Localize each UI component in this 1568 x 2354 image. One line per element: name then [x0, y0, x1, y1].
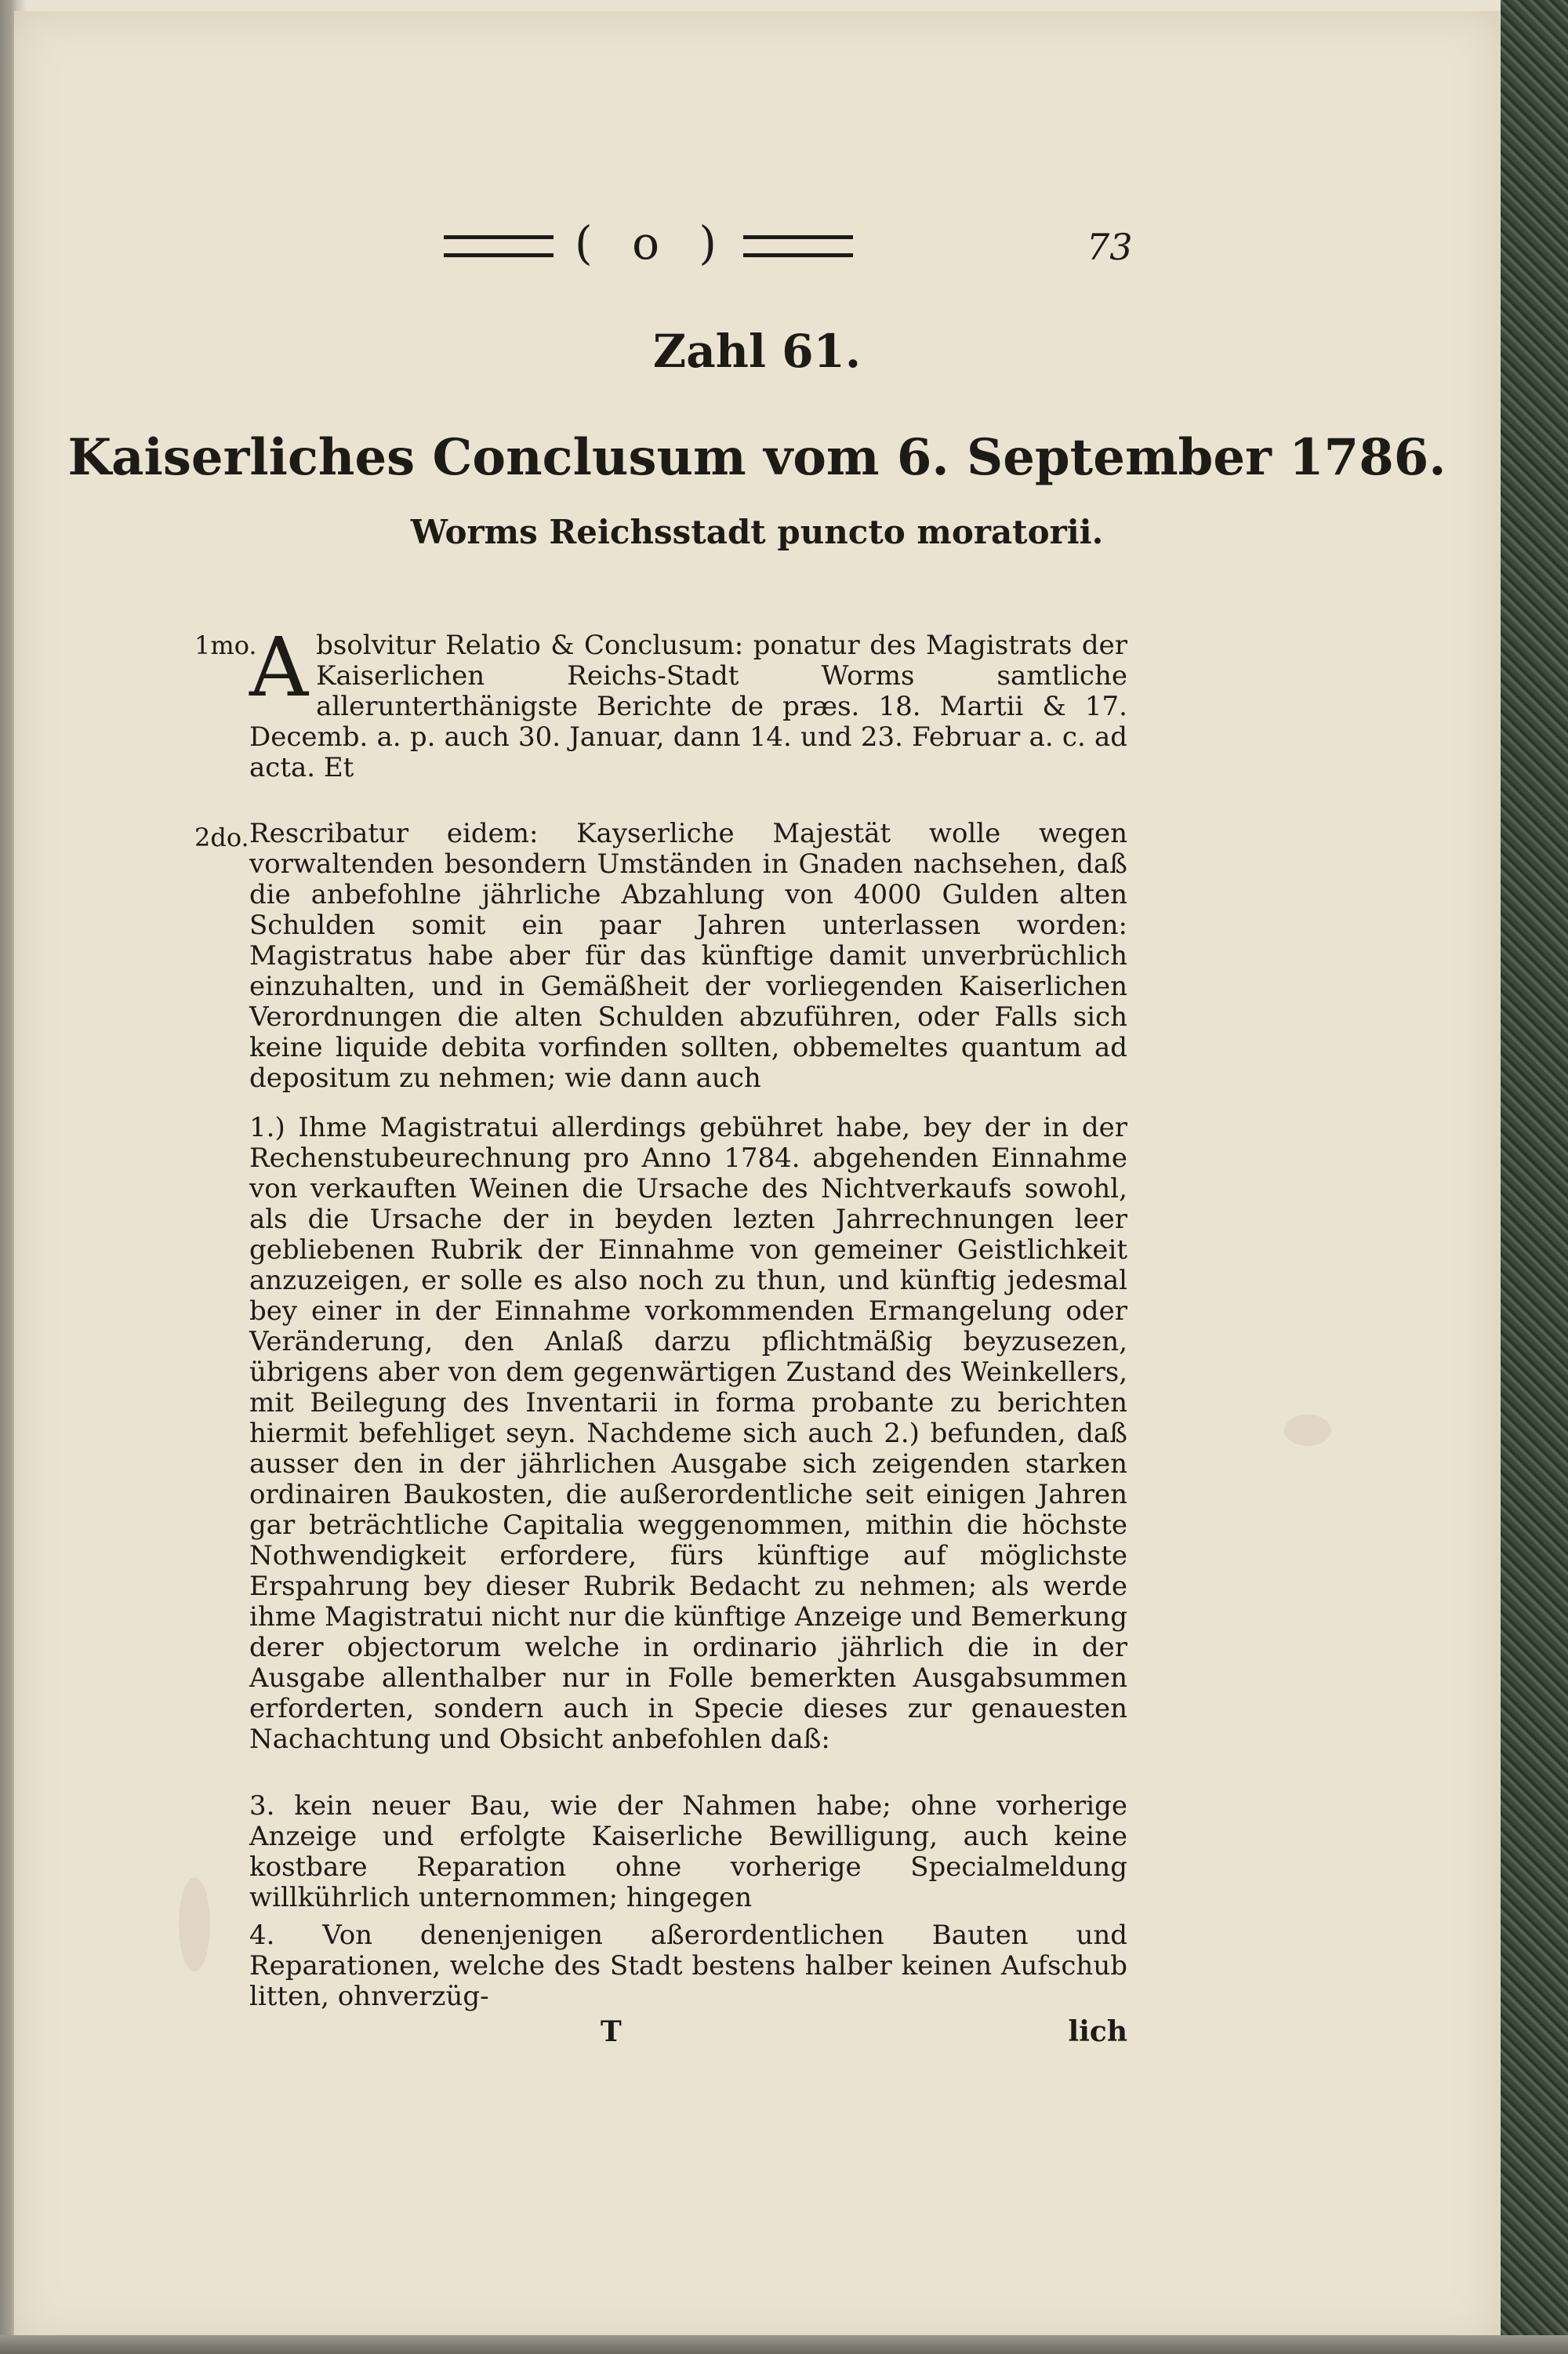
page-footer: [14, 2015, 1127, 2050]
folio-mark: ( o ): [575, 216, 730, 270]
book-cover-edge: [1501, 0, 1568, 2354]
page-subtitle: Worms Reichsstadt puncto moratorii.: [410, 513, 1104, 551]
scan-bottom-edge: [0, 2335, 1568, 2354]
margin-label-2do: 2do.: [194, 823, 249, 852]
paper-page: [14, 11, 1500, 2344]
paragraph-4: 3. kein neuer Bau, wie der Nahmen habe; ohne vorherige Anzeige und erfolgte Kaiserliche Bewilligung, auch keine kostbare Reparation ohne vorherige Specialmeldung willkührlich unternommen; hingegen: [249, 1790, 1127, 1913]
header-rule-left: [444, 235, 554, 257]
margin-label-1mo: 1mo.: [194, 630, 257, 660]
paragraph-1-text: bsolvitur Relatio & Conclusum: ponatur des Magistrats der Kaiserlichen Reichs-Stadt Worms samtliche allerunterthänigste Berichte de præs. 18. Martii & 17. Decemb. a. p. auch 30. Januar, dann 14. und 23. Februar a. c. ad acta. Et: [249, 630, 1127, 783]
page-number: 73: [1087, 226, 1133, 268]
page-header: [14, 216, 1500, 287]
drop-cap: A: [249, 619, 309, 715]
section-number: Zahl 61.: [652, 325, 862, 378]
signature-mark: T: [601, 2015, 622, 2048]
paper-stain: [1284, 1415, 1331, 1446]
header-rule-right: [743, 235, 853, 257]
paper-stain: [179, 1877, 210, 1971]
paragraph-2: Rescribatur eidem: Kayserliche Majestät wolle wegen vorwaltenden besondern Umständen in Gnaden nachsehen, daß die anbefohlne jährliche Abzahlung von 4000 Gulden alten Schulden somit ein paar Jahren unterlassen worden: Magistratus habe aber für das künftige damit unverbrüchlich einzuhalten, und in Gemäßheit der vorliegenden Kaiserlichen Verordnungen die alten Schulden abzuführen, oder Falls sich keine liquide debita vorfinden sollten, obbemeltes quantum ad depositum zu nehmen; wie dann auch: [249, 818, 1127, 1094]
paragraph-1: [249, 619, 1127, 783]
page-title: Kaiserliches Conclusum vom 6. September 1786.: [67, 428, 1446, 487]
paragraph-3: 1.) Ihme Magistratui allerdings gebühret habe, bey der in der Rechenstubeurechnung pro Anno 1784. abgehenden Einnahme von verkauften Weinen die Ursache des Nichtverkaufs sowohl, als die Ursache der in beyden lezten Jahrrechnungen leer gebliebenen Rubrik der Einnahme von gemeiner Geistlichkeit anzuzeigen, er solle es also noch zu thun, und künftig jedesmal bey einer in der Einnahme vorkommenden Ermangelung oder Veränderung, den Anlaß darzu pflichtmäßig beyzusezen, übrigens aber von dem gegenwärtigen Zustand des Weinkellers, mit Beilegung des Inventarii in forma probante zu berichten hiermit befehliget seyn. Nachdeme sich auch 2.) befunden, daß ausser den in der jährlichen Ausgabe sich zeigenden starken ordinairen Baukosten, die außerordentliche seit einigen Jahren gar beträchtliche Capitalia weggenommen, mithin die höchste Nothwendigkeit erfordere, fürs künftige auf möglichste Erspahrung bey dieser Rubrik Bedacht zu nehmen; als werde ihme Magistratui nicht nur die künftige Anzeige und Bemerkung derer objectorum welche in ordinario jährlich die in der Ausgabe allenthalber nur in Folle bemerkten Ausgabsummen erforderten, sondern auch in Specie dieses zur genauesten Nachachtung und Obsicht anbefohlen daß:: [249, 1112, 1127, 1755]
paragraph-5: 4. Von denenjenigen aßerordentlichen Bauten und Reparationen, welche des Stadt bestens halber keinen Aufschub litten, ohnverzüg-: [249, 1920, 1127, 2012]
catchword: lich: [1068, 2015, 1127, 2048]
